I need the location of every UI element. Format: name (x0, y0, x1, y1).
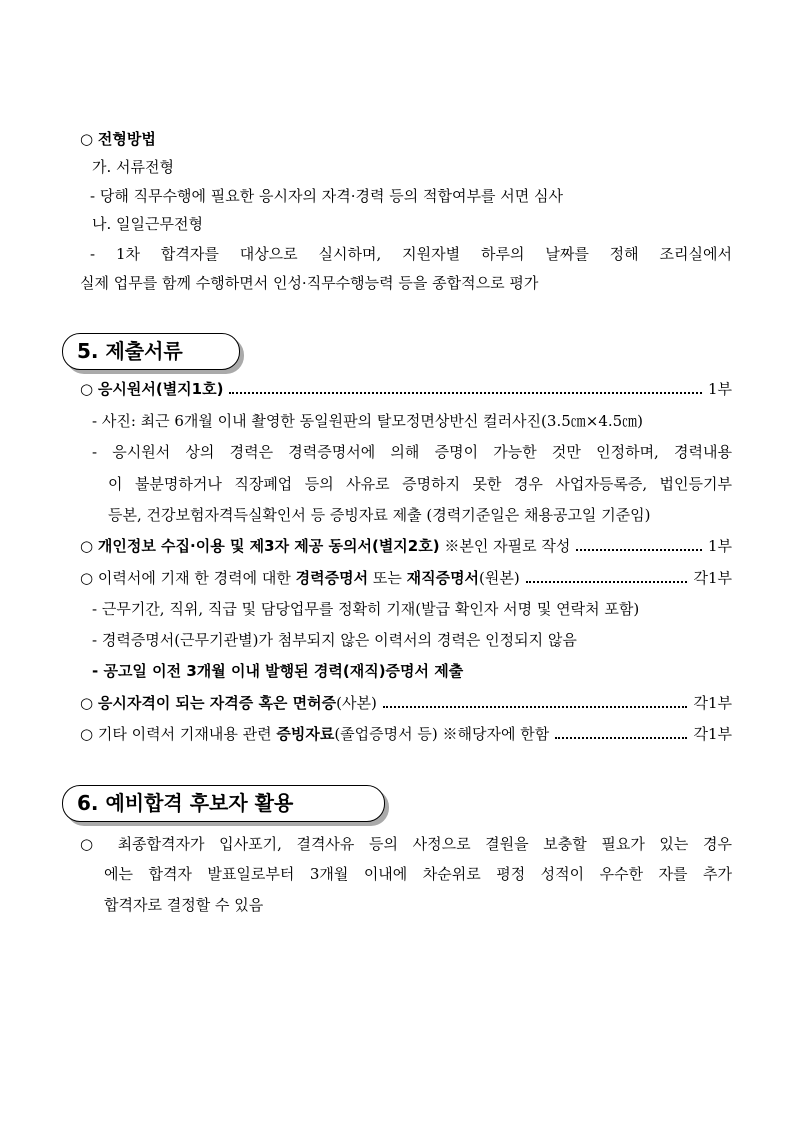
section-selection-method-heading (80, 129, 156, 149)
leader-dots (383, 706, 688, 708)
work-trial-desc-2: 실제 업무를 함께 수행하면서 인성·직무수행능력 등을 종합적으로 평가 (80, 274, 539, 292)
item-text: 또는 (368, 569, 407, 587)
bullet-icon: ○ (80, 694, 94, 712)
doc-item-license (80, 693, 732, 713)
bullet-icon: ○ (80, 569, 94, 587)
career-cert-note-1: - 근무기간, 직위, 직급 및 담당업무를 정확히 기재(발급 확인자 서명 및 연락처 포함) (92, 600, 640, 618)
item-text: (사본) (336, 694, 377, 712)
doc-item-career-cert (80, 568, 732, 588)
item-bold: 재직증명서 (406, 569, 480, 587)
leader-dots (526, 581, 688, 583)
bold-note: - 공고일 이전 3개월 이내 발행된 경력(재직)증명서 제출 (92, 662, 464, 680)
document-screening-desc: - 당해 직무수행에 필요한 응시자의 자격·경력 등의 적합여부를 서면 심사 (90, 187, 563, 205)
career-note-3: 등본, 건강보험자격득실확인서 등 증빙자료 제출 (경력기준일은 채용공고일 기준임) (108, 506, 651, 524)
item-qty: 각1부 (693, 694, 732, 712)
leader-dots (229, 392, 701, 394)
item-title: 응시원서(별지1호) (97, 380, 224, 398)
item-text: (졸업증명서 등) ※해당자에 한함 (334, 725, 550, 743)
career-note-1: - 응시원서 상의 경력은 경력증명서에 의해 증명이 가능한 것만 인정하며, 경력내용 (92, 443, 732, 461)
reserve-candidate-line-1 (80, 834, 732, 854)
item-qty: 각1부 (693, 569, 732, 587)
bullet-icon: ○ (80, 537, 94, 555)
leader-dots (576, 549, 702, 551)
bullet-icon: ○ (80, 130, 94, 148)
reserve-candidate-line-3: 합격자로 결정할 수 있음 (104, 896, 264, 914)
work-trial-label: 나. 일일근무전형 (92, 215, 203, 233)
item-qty: 1부 (707, 380, 732, 398)
career-note-2: 이 불분명하거나 직장폐업 등의 사유로 증명하지 못한 경우 사업자등록증, 법인등기부 (108, 475, 732, 493)
career-cert-note-2: - 경력증명서(근무기관별)가 첨부되지 않은 이력서의 경력은 인정되지 않음 (92, 631, 577, 649)
bullet-icon: ○ (80, 380, 94, 398)
item-bold: 증빙자료 (276, 725, 335, 743)
section-5-header: 5. 제출서류 (62, 333, 240, 370)
career-cert-note-3 (92, 661, 463, 681)
doc-item-application (80, 379, 732, 399)
leader-dots (555, 737, 687, 739)
line-text: 최종합격자가 입사포기, 결격사유 등의 사정으로 결원을 보충할 필요가 있는 경우 (117, 835, 732, 853)
section-6-header: 6. 예비합격 후보자 활용 (62, 785, 385, 822)
document-screening-label: 가. 서류전형 (92, 158, 174, 176)
reserve-candidate-line-2: 에는 합격자 발표일로부터 3개월 이내에 차순위로 평정 성적이 우수한 자를 추가 (104, 865, 732, 883)
item-text: 기타 이력서 기재내용 관련 (97, 725, 277, 743)
heading-text: 전형방법 (97, 130, 156, 148)
item-qty: 1부 (707, 537, 732, 555)
doc-item-privacy-consent (80, 536, 732, 556)
work-trial-desc-1: - 1차 합격자를 대상으로 실시하며, 지원자별 하루의 날짜를 정해 조리실에서 (90, 245, 732, 263)
bullet-icon: ○ (80, 835, 103, 853)
bullet-icon: ○ (80, 725, 94, 743)
item-text: (원본) (479, 569, 520, 587)
item-text: 이력서에 기재 한 경력에 대한 (97, 569, 296, 587)
item-bold: 경력증명서 (295, 569, 369, 587)
doc-item-evidence (80, 724, 732, 744)
item-qty: 각1부 (693, 725, 732, 743)
photo-requirement: - 사진: 최근 6개월 이내 촬영한 동일원판의 탈모정면상반신 컬러사진(3.5㎝×4.5㎝) (92, 412, 644, 430)
item-title: 응시자격이 되는 자격증 혹은 면허증 (97, 694, 337, 712)
item-title: 개인정보 수집·이용 및 제3자 제공 동의서(별지2호) (97, 537, 440, 555)
item-note: ※본인 자필로 작성 (439, 537, 571, 555)
